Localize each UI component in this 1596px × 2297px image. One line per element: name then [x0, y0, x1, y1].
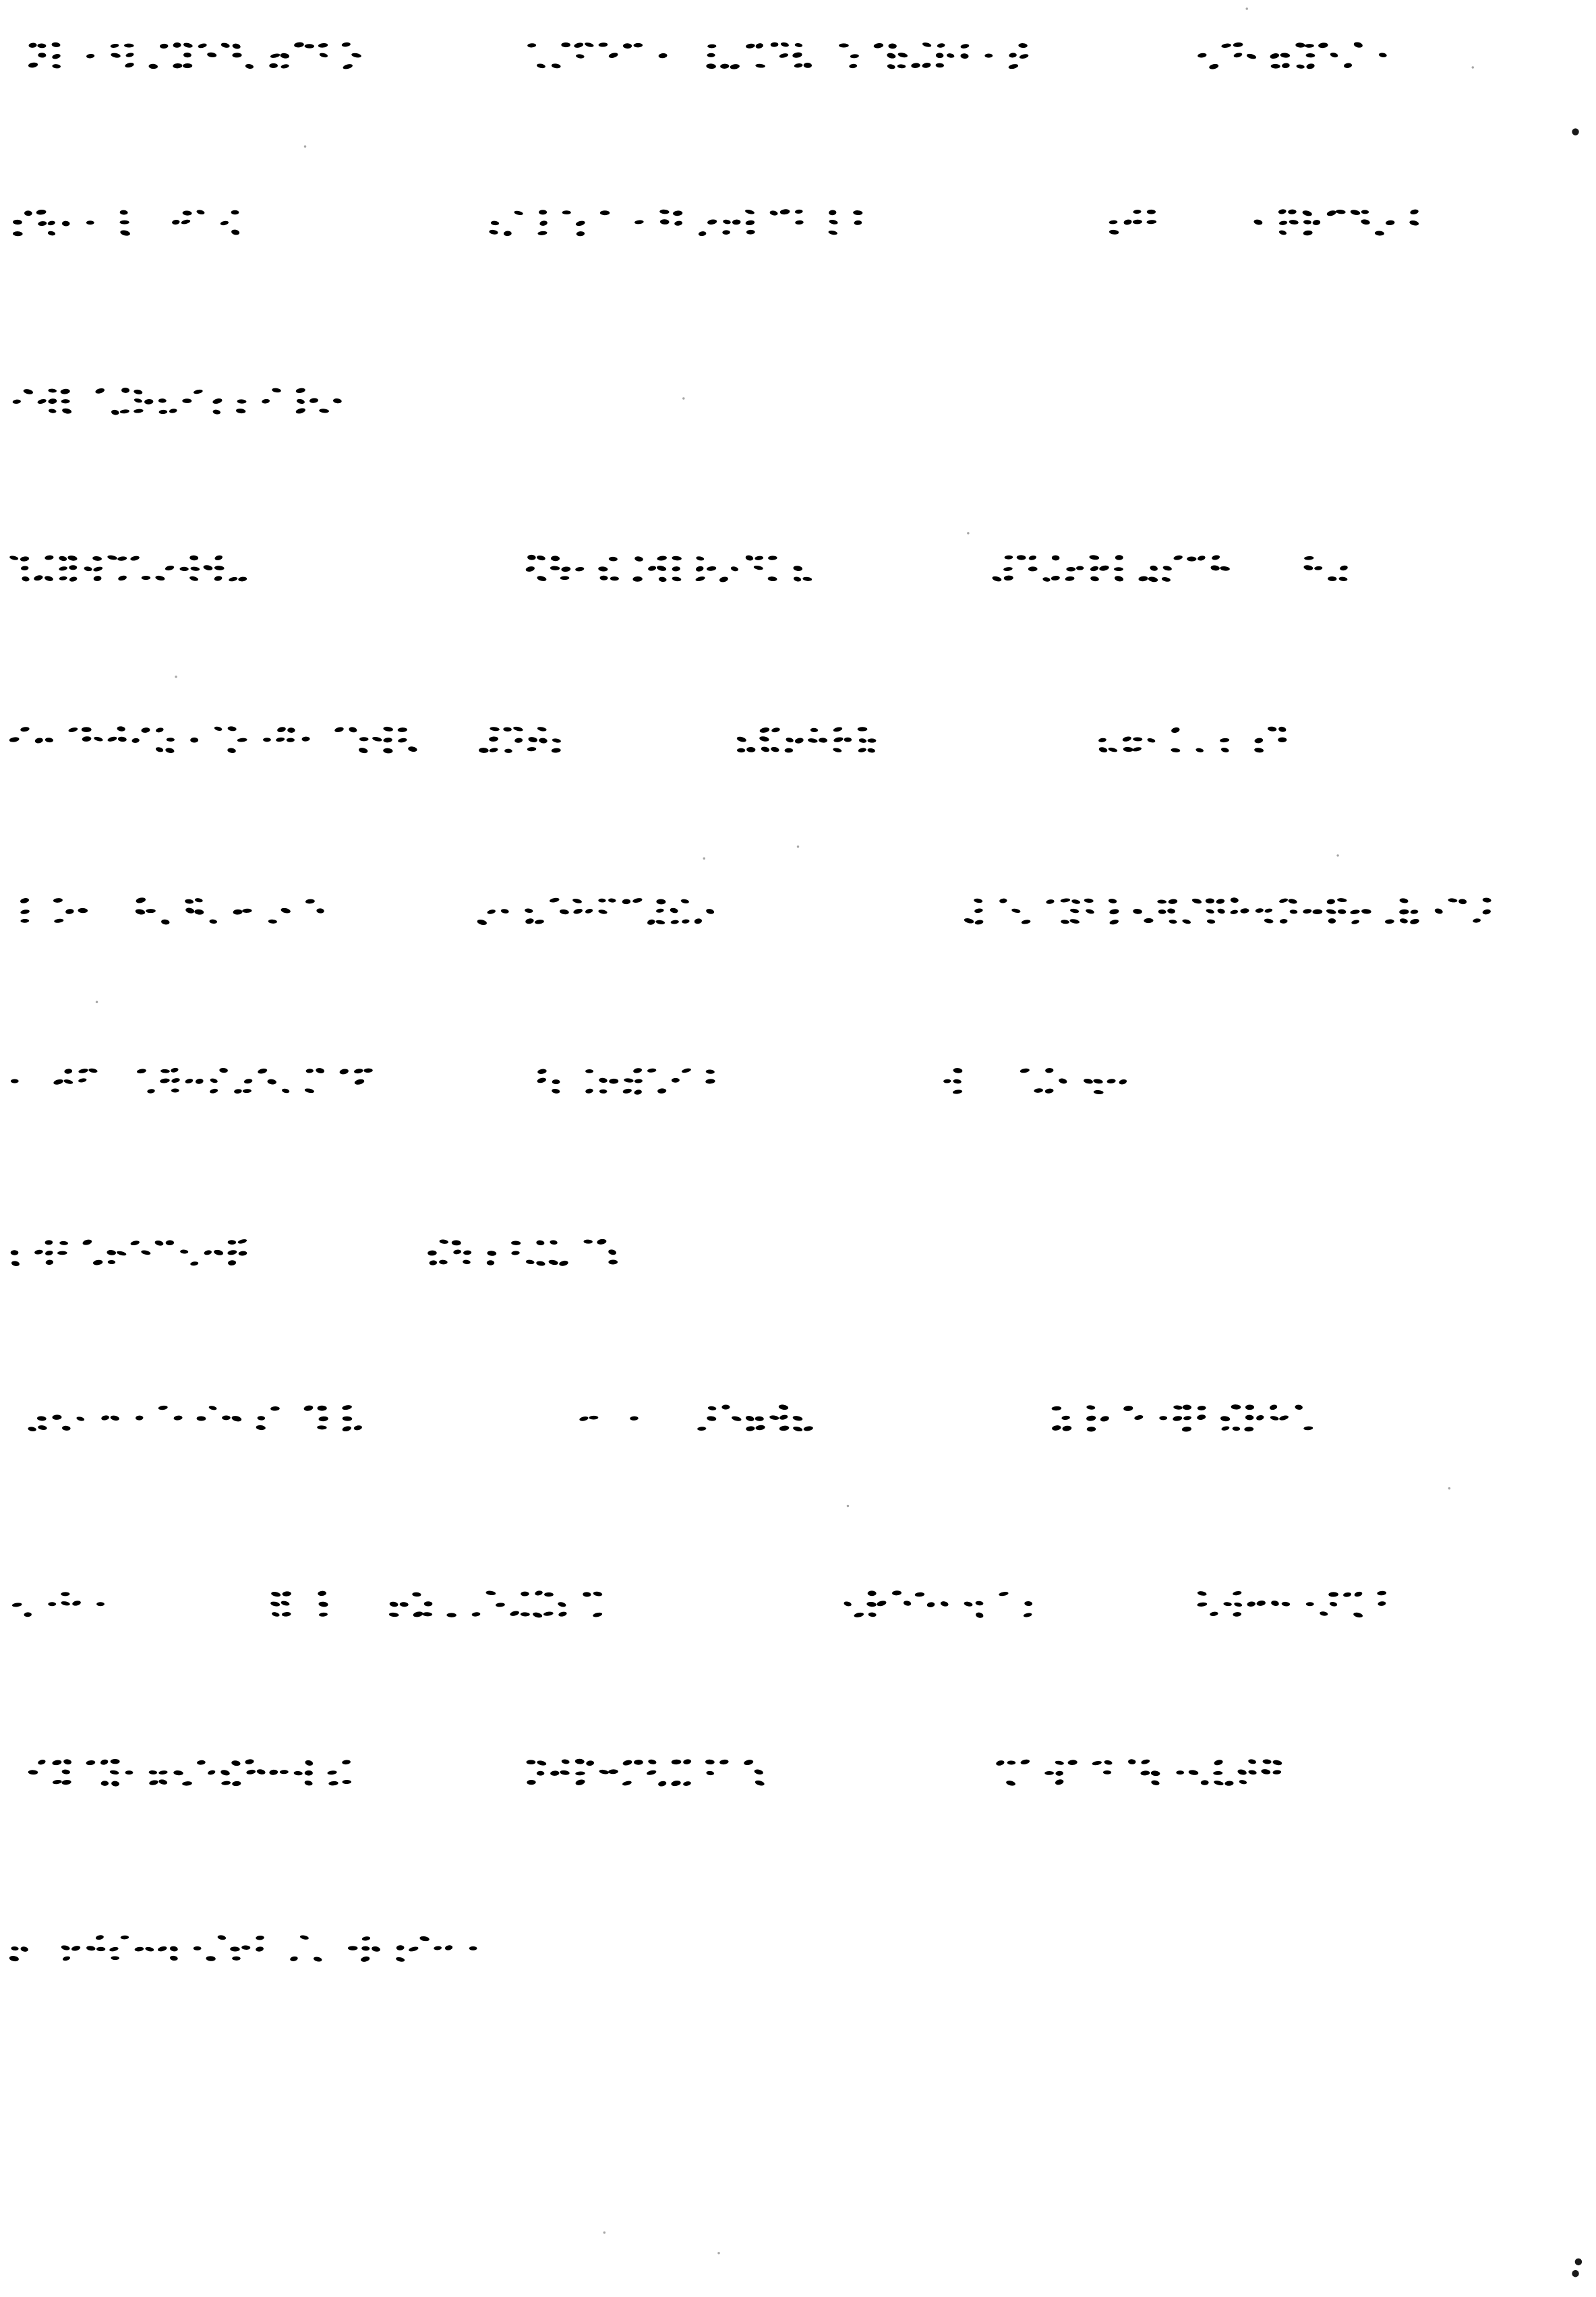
scan-speck: [1245, 7, 1247, 9]
braille-word: [12, 1592, 105, 1617]
braille-word: [537, 1067, 715, 1095]
braille-word: [11, 1239, 247, 1267]
braille-word: [479, 726, 562, 754]
scan-speck: [1572, 128, 1578, 135]
braille-word: [477, 897, 715, 926]
braille-line: [28, 1404, 1313, 1432]
braille-word: [172, 209, 240, 235]
scan-speck: [797, 845, 799, 847]
braille-word: [844, 1590, 1033, 1619]
braille-word: [527, 42, 668, 69]
braille-word: [1019, 1068, 1127, 1095]
braille-word: [137, 1067, 373, 1094]
braille-word: [525, 555, 812, 583]
scan-speck: [1572, 2270, 1578, 2277]
scan-speck: [1575, 2259, 1582, 2265]
braille-word: [706, 42, 812, 70]
braille-word: [526, 1758, 765, 1787]
scan-speck: [603, 2232, 605, 2234]
scan-speck: [1336, 854, 1338, 856]
braille-line: [20, 897, 1491, 926]
braille-line: [28, 1758, 1282, 1787]
braille-word: [28, 42, 361, 70]
braille-word: [736, 726, 876, 753]
braille-word: [697, 1404, 813, 1432]
braille-word: [839, 42, 1029, 69]
braille-word: [1098, 726, 1287, 753]
braille-word: [61, 1934, 264, 1961]
braille-word: [964, 897, 1491, 926]
scan-speck: [717, 2252, 719, 2254]
braille-line: [11, 1239, 618, 1267]
scan-speck: [703, 858, 705, 860]
braille-word: [13, 209, 131, 237]
scan-speck: [1448, 1487, 1450, 1489]
braille-word: [389, 1590, 603, 1618]
braille-line: [9, 554, 1349, 583]
braille-word: [28, 1404, 363, 1432]
braille-line: [12, 388, 342, 416]
scan-speck: [967, 532, 969, 534]
scan-speck: [175, 676, 177, 678]
braille-line: [13, 209, 1419, 237]
braille-word: [290, 1934, 477, 1963]
braille-word: [1303, 556, 1349, 582]
braille-word: [1253, 209, 1419, 236]
braille-word: [53, 898, 88, 924]
braille-word: [9, 555, 247, 583]
braille-line: [9, 1934, 477, 1963]
braille-line: [9, 726, 1287, 754]
braille-word: [20, 897, 30, 923]
braille-line: [12, 1590, 1387, 1619]
scan-speck: [304, 146, 306, 148]
braille-word: [28, 1759, 352, 1787]
braille-word: [427, 1239, 618, 1267]
braille-word: [1052, 1404, 1313, 1432]
scan-speck: [682, 397, 684, 399]
braille-word: [53, 1068, 98, 1085]
scan-speck: [96, 1001, 98, 1003]
braille-word: [9, 726, 417, 754]
braille-word: [1198, 41, 1387, 70]
scan-speck: [847, 1505, 849, 1507]
scan-speck: [1472, 66, 1474, 68]
braille-word: [11, 1079, 19, 1083]
braille-word: [12, 388, 203, 416]
braille-line: [11, 1067, 1127, 1096]
braille-line: [28, 41, 1387, 70]
braille-word: [992, 554, 1231, 583]
braille-word: [318, 1590, 328, 1617]
braille-word: [489, 209, 863, 237]
braille-word: [995, 1758, 1282, 1786]
braille-word: [1109, 210, 1156, 235]
braille-word: [212, 388, 343, 415]
braille-word: [943, 1068, 963, 1095]
braille-word: [270, 1591, 292, 1617]
braille-rows: [9, 41, 1491, 1963]
braille-word: [135, 897, 324, 925]
braille-word: [9, 1946, 28, 1962]
braille-word: [579, 1416, 599, 1422]
braille-word: [1197, 1590, 1386, 1618]
scan-specks: [96, 7, 1582, 2277]
braille-word: [630, 1416, 639, 1421]
